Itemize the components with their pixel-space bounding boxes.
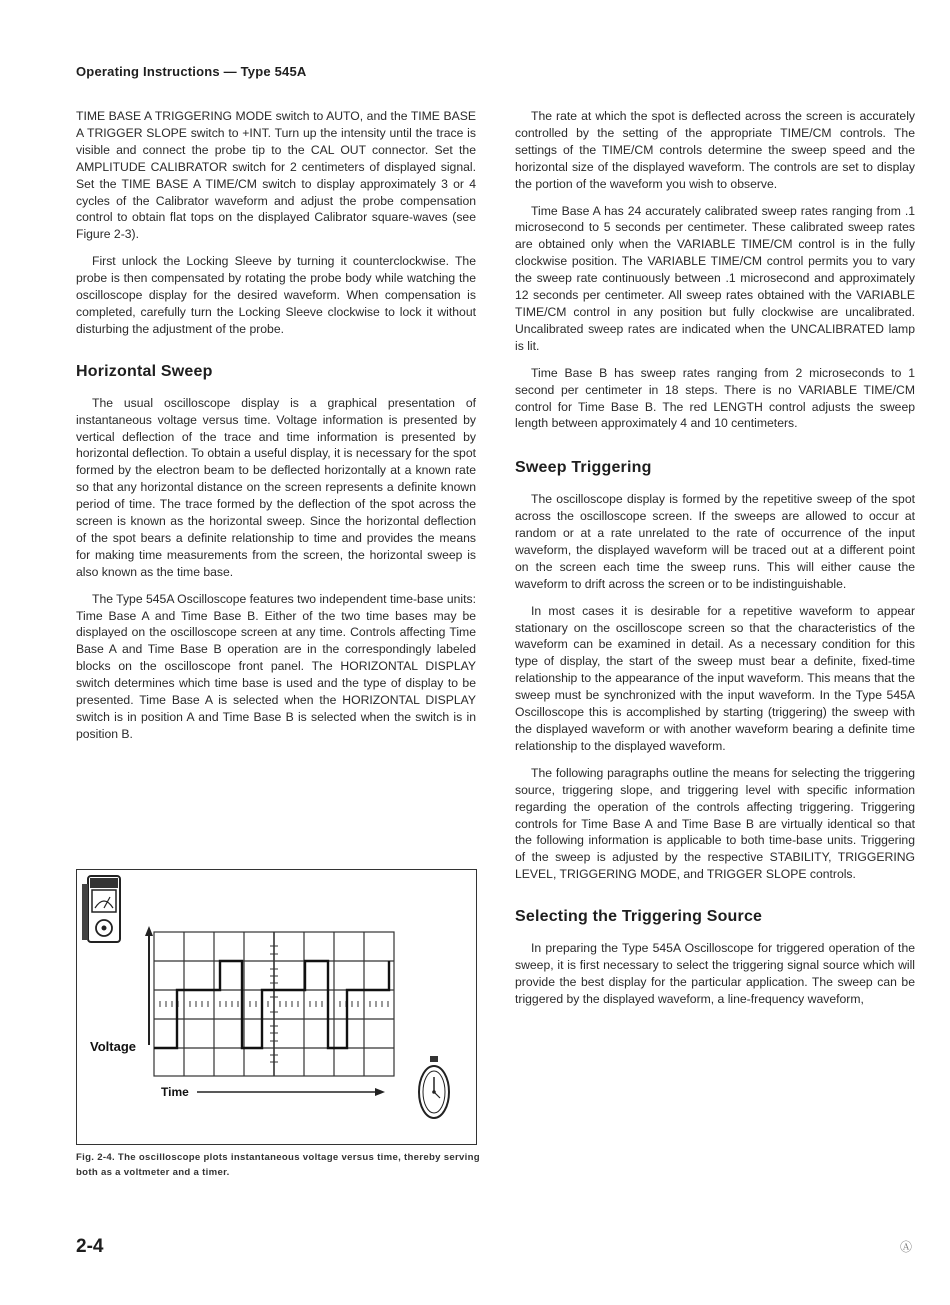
paragraph: In preparing the Type 545A Oscilloscope for triggered operation of the sweep, it is first necessary to select the triggering signal source which will provide the best display for the particular application. The sweep can be triggered by the displayed waveform, a line-frequency waveform, [515, 941, 915, 1006]
paragraph: The following paragraphs outline the means for selecting the triggering source, triggering slope, and triggering level with specific information regarding the operation of the controls affecting triggering. Triggering controls for Time Base A and Time Base B are virtually identical so that the following information is applicable to both time-base units. Triggering of the sweep is adjusted by the respective STABILITY, TRIGGERING LEVEL, TRIGGERING MODE, and TRIGGER SLOPE controls. [515, 765, 915, 882]
paragraph: The oscilloscope display is formed by the repetitive sweep of the spot across the oscilloscope screen. If the sweeps are allowed to occur at random or at a rate unrelated to the rate of occurrence of the input waveform, the displayed waveform will be traced out at a different point on the screen each time the sweep runs. This will either cause the waveform to drift across the screen or to be indistinguishable. [515, 492, 915, 591]
paragraph: Time Base A has 24 accurately calibrated sweep rates ranging from .1 microsecond to 5 seconds per centimeter. These calibrated sweep rates are obtained only when the VARIABLE TIME/CM control is in the fully clockwise position. The VARIABLE TIME/CM control permits you to vary the sweep rate continuously between .1 microsecond and approximately 12 seconds per centimeter. All sweep rates obtained with the VARIABLE TIME/CM control in any position but fully clockwise are uncalibrated. Uncalibrated sweep rates are indicated when the UNCALIBRATED lamp is lit. [515, 203, 915, 353]
section-heading-sweep-triggering: Sweep Triggering [515, 459, 652, 477]
voltage-label: Voltage [90, 1039, 136, 1054]
time-axis-arrow [197, 1088, 385, 1096]
section-heading-selecting-triggering-source: Selecting the Triggering Source [515, 908, 763, 926]
figure-caption: Fig. 2-4. The oscilloscope plots instantaneous voltage versus time, thereby serving both as a voltmeter and a timer. [76, 1152, 480, 1178]
voltage-axis-arrow [145, 926, 153, 1045]
running-header: Operating Instructions — Type 545A [76, 64, 307, 79]
paragraph: The Type 545A Oscilloscope features two independent time-base units: Time Base A and Time Base B. Either of the two time bases may be displayed on the oscilloscope screen at any time. Controls affecting Time Base A and Time Base B operation are in the correspondingly labeled blocks on the oscilloscope front panel. The HORIZONTAL DISPLAY switch determines which time base is used and the type of display to be presented. Time Base A is selected when the HORIZONTAL DISPLAY switch is in position A and Time Base B is selected when the switch is in position B. [76, 591, 476, 741]
paragraph: In most cases it is desirable for a repetitive waveform to appear stationary on the oscilloscope screen so that the characteristics of the waveform can be examined in detail. As a necessary condition for this type of display, the start of the sweep must bear a definite, fixed-time relationship to the appearance of the input waveform. This means that the sweep must be synchronized with the input waveform. In the Type 545A Oscilloscope this is accomplished by starting (triggering) the sweep with the displayed waveform or with another waveform bearing a definite time relationship to the displayed waveform. [515, 603, 915, 753]
left-column [76, 108, 476, 753]
paragraph: The usual oscilloscope display is a graphical presentation of instantaneous voltage versus time. Voltage information is presented by vertical deflection of the trace and time information is presented by horizontal deflection. To obtain a useful display, it is necessary for the spot formed by the electron beam to be deflected horizontally at a known rate so that any horizontal distance on the screen represents a definite known period of time. The trace formed by the deflection of the spot across the screen is known as the horizontal sweep. Since the horizontal deflection of the spot bears a definite relationship to time and provides the means for making time measurements from the screen, the horizontal sweep is also known as the time base. [76, 395, 476, 579]
paragraph: Time Base B has sweep rates ranging from 2 microseconds to 1 second per centimeter in 18 steps. There is no VARIABLE TIME/CM control for Time Base B. The red LENGTH control adjusts the sweep length between approximately 4 and 10 centimeters. [515, 365, 915, 431]
time-label: Time [161, 1085, 189, 1099]
publisher-logo: Ⓐ [900, 1240, 913, 1254]
page-number: 2-4 [76, 1236, 104, 1257]
paragraph: First unlock the Locking Sleeve by turning it counterclockwise. The probe is then compensated by rotating the probe body while watching the oscilloscope display for the desired waveform. When compensation is completed, carefully turn the Locking Sleeve clockwise to lock it without disturbing the adjustment of the probe. [76, 254, 476, 336]
right-column [515, 108, 915, 1018]
oscilloscope-illustration [77, 870, 476, 1144]
paragraph: TIME BASE A TRIGGERING MODE switch to AUTO, and the TIME BASE A TRIGGER SLOPE switch to +INT. Turn up the intensity until the trace is visible and connect the probe tip to the CAL OUT connector. Set the AMPLITUDE CALIBRATOR switch for 2 centimeters of displayed signal. Set the TIME BASE A TIME/CM switch to display approximately 3 or 4 cycles of the Calibrator waveform and adjust the probe compensation control to obtain flat tops on the displayed Calibrator square-waves (see Figure 2-3). [76, 109, 476, 242]
figure-2-4 [76, 869, 477, 1145]
stopwatch-icon [419, 1056, 449, 1118]
section-heading-horizontal-sweep: Horizontal Sweep [76, 362, 213, 380]
square-wave-trace [154, 961, 389, 1048]
paragraph: The rate at which the spot is deflected across the screen is accurately controlled by the setting of the appropriate TIME/CM controls. The settings of the TIME/CM controls determine the sweep speed and the horizontal size of the displayed waveform. The controls are set to display the portion of the waveform you wish to observe. [515, 109, 915, 191]
voltmeter-icon [82, 876, 120, 942]
